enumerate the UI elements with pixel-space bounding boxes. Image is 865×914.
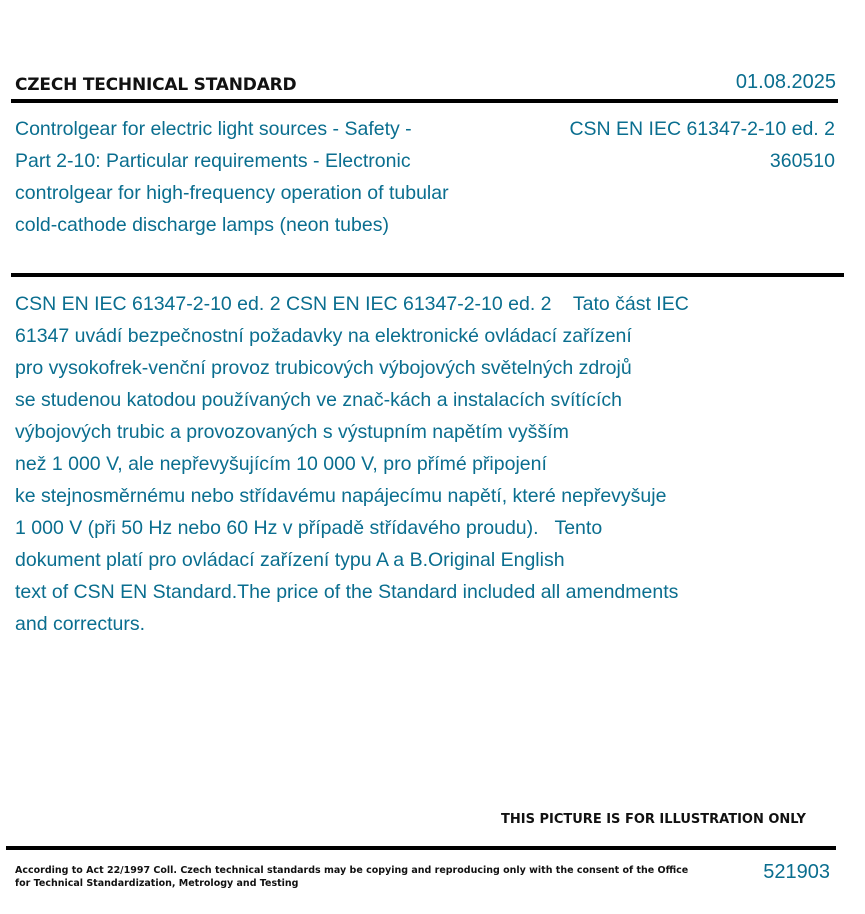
header-divider xyxy=(11,99,838,103)
abstract-line: než 1 000 V, ale nepřevyšujícím 10 000 V, pro přímé připojení xyxy=(15,453,547,475)
abstract-line: text of CSN EN Standard.The price of the Standard included all amendments xyxy=(15,581,679,603)
publication-date: 01.08.2025 xyxy=(735,71,836,93)
illustration-disclaimer: THIS PICTURE IS FOR ILLUSTRATION ONLY xyxy=(501,812,806,827)
standard-designation: CSN EN IEC 61347-2-10 ed. 2 xyxy=(569,118,835,140)
abstract-line: 1 000 V (při 50 Hz nebo 60 Hz v případě střídavého proudu). Tento xyxy=(15,517,603,539)
abstract-line: se studenou katodou používaných ve znač-kách a instalacích svítících xyxy=(15,389,623,411)
abstract-line: dokument platí pro ovládací zařízení typu A a B.Original English xyxy=(15,549,565,571)
abstract-text xyxy=(15,288,775,640)
document-type-label: CZECH TECHNICAL STANDARD xyxy=(15,75,297,95)
abstract-line: pro vysokofrek-venční provoz trubicových výbojových světelných zdrojů xyxy=(15,357,632,379)
standard-title xyxy=(15,113,515,241)
abstract-line: výbojových trubic a provozovaných s výstupním napětím vyšším xyxy=(15,421,569,443)
title-line: Controlgear for electric light sources - Safety - xyxy=(15,118,412,140)
title-line: cold-cathode discharge lamps (neon tubes) xyxy=(15,214,389,236)
title-line: controlgear for high-frequency operation of tubular xyxy=(15,182,449,204)
standard-identification xyxy=(569,113,835,177)
abstract-line: ke stejnosměrnému nebo střídavému napájecímu napětí, které nepřevyšuje xyxy=(15,485,667,507)
title-divider xyxy=(11,273,844,277)
legal-notice xyxy=(15,864,689,890)
abstract-line: 61347 uvádí bezpečnostní požadavky na elektronické ovládací zařízení xyxy=(15,325,632,347)
document-code: 521903 xyxy=(763,861,830,883)
legal-notice-line: According to Act 22/1997 Coll. Czech technical standards may be copying and reproducing only with the consent of the Office xyxy=(15,865,689,876)
classification-code: 360510 xyxy=(769,150,835,172)
abstract-line: and correcturs. xyxy=(15,613,146,635)
legal-notice-line: for Technical Standardization, Metrology and Testing xyxy=(15,878,299,889)
title-line: Part 2-10: Particular requirements - Electronic xyxy=(15,150,411,172)
footer-divider xyxy=(6,846,836,850)
abstract-line: CSN EN IEC 61347-2-10 ed. 2 CSN EN IEC 61347-2-10 ed. 2 Tato část IEC xyxy=(15,293,689,315)
